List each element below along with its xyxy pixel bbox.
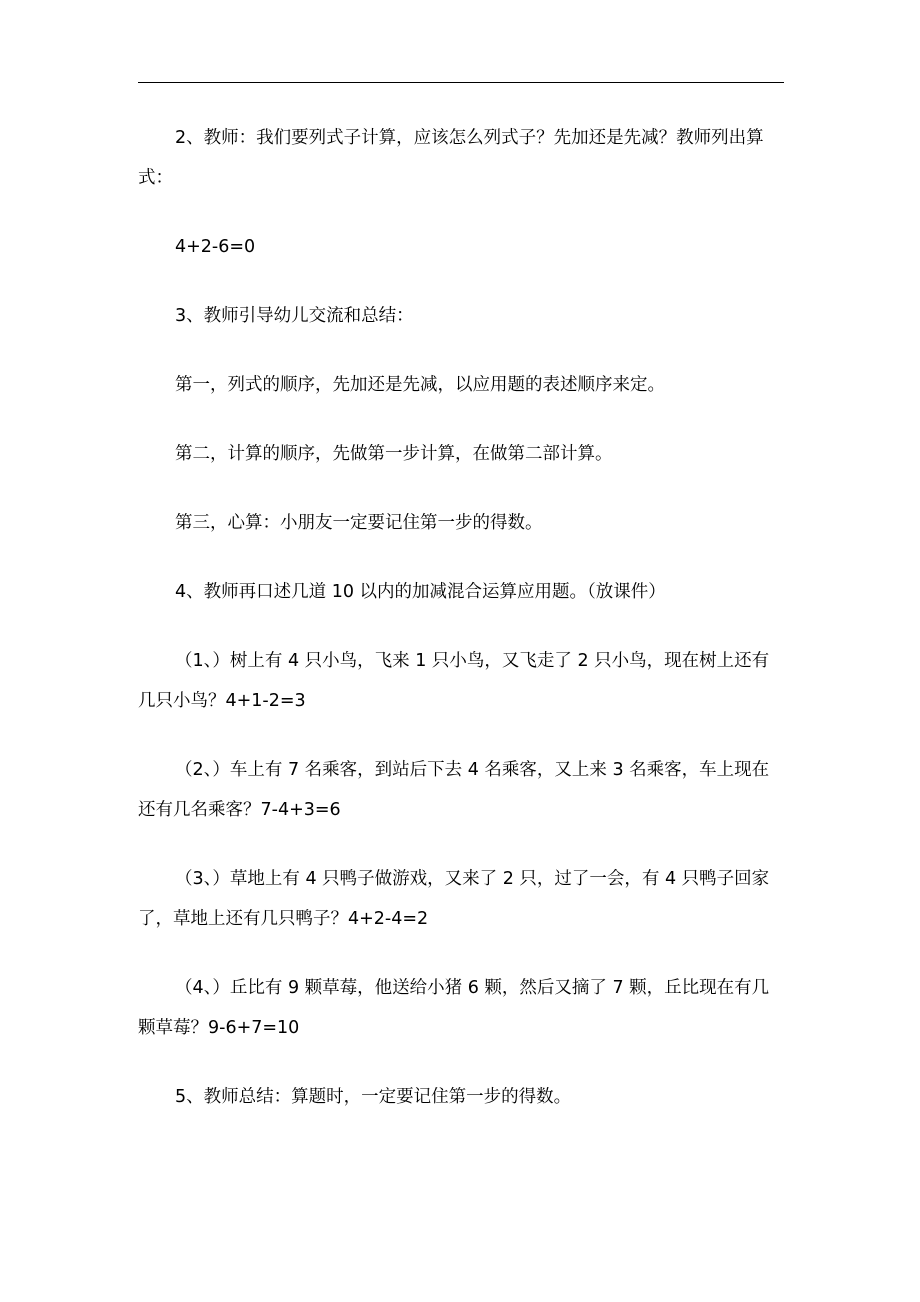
paragraph-step-4: 4、教师再口述几道 10 以内的加减混合运算应用题。（放课件）: [175, 582, 666, 602]
paragraph-problem-4: （4、）丘比有 9 颗草莓，他送给小猪 6 颗，然后又摘了 7 颗，丘比现在有几颗草莓？9-6+7=10: [138, 978, 770, 1038]
paragraph-problem-2: （2、）车上有 7 名乘客，到站后下去 4 名乘客，又上来 3 名乘客，车上现在还有几名乘客？7-4+3=6: [138, 760, 770, 820]
document-body: [138, 118, 784, 1146]
paragraph-step-2: 2、教师：我们要列式子计算，应该怎么列式子？先加还是先减？教师列出算式：: [138, 128, 764, 188]
paragraph-problem-3: （3、）草地上有 4 只鸭子做游戏，又来了 2 只，过了一会，有 4 只鸭子回家了，草地上还有几只鸭子？4+2-4=2: [138, 869, 770, 929]
paragraph-step-3: 3、教师引导幼儿交流和总结：: [175, 306, 414, 326]
paragraph-third-point: 第三，心算：小朋友一定要记住第一步的得数。: [175, 513, 543, 533]
header-rule: [138, 82, 784, 83]
paragraph-problem-1: （1、）树上有 4 只小鸟，飞来 1 只小鸟，又飞走了 2 只小鸟，现在树上还有几只小鸟？4+1-2=3: [138, 651, 770, 711]
paragraph-second-point: 第二，计算的顺序，先做第一步计算，在做第二部计算。: [175, 444, 613, 464]
paragraph-formula: 4+2-6=0: [175, 237, 256, 257]
paragraph-first-point: 第一，列式的顺序，先加还是先减，以应用题的表述顺序来定。: [175, 375, 665, 395]
paragraph-step-5: 5、教师总结：算题时，一定要记住第一步的得数。: [175, 1087, 572, 1107]
